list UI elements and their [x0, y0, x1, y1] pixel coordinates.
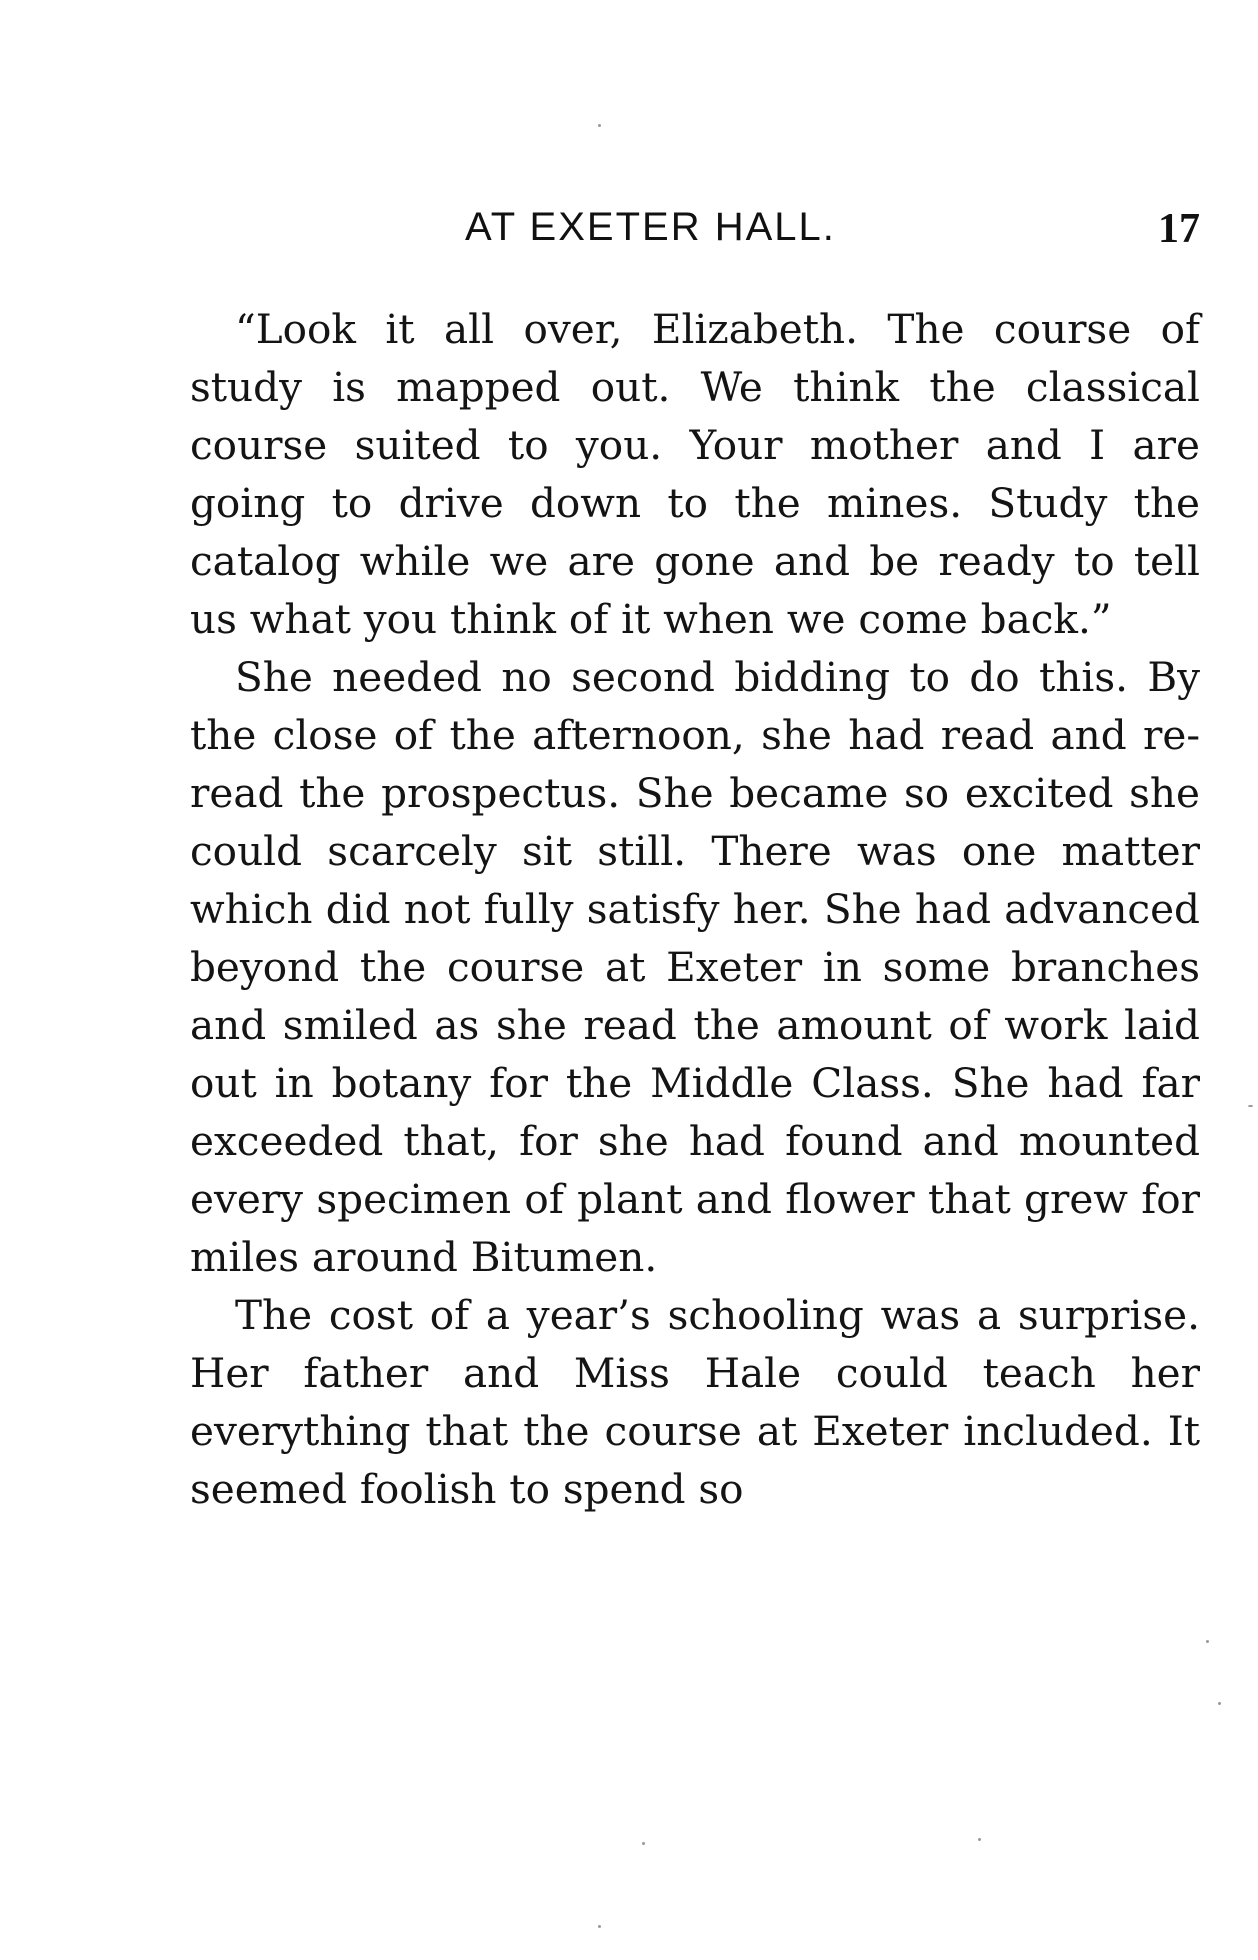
paper-speck — [598, 124, 601, 127]
paper-speck — [1248, 1105, 1253, 1107]
paper-speck — [642, 1842, 645, 1845]
paragraph: “Look it all over, Elizabeth. The course of study is mapped out. We think the classical course suited to you. Your mother and I are going to drive down to the mines. Study the catalog while we are gone and be ready to tell us what you think of it when we come back.” — [190, 305, 1200, 643]
paper-speck — [1218, 1702, 1221, 1705]
page-number: 17 — [1158, 206, 1200, 252]
running-head — [190, 205, 1200, 265]
paper-speck — [1206, 1640, 1209, 1643]
paragraph: The cost of a year’s schooling was a surprise. Her father and Miss Hale could teach her everything that the course at Exeter included. It seemed foolish to spend so — [190, 1291, 1200, 1513]
paper-speck — [978, 1838, 981, 1841]
body-text — [190, 300, 1200, 1518]
paper-speck — [598, 1925, 601, 1928]
paragraph: She needed no second bidding to do this. By the close of the afternoon, she had read and re-read the prospectus. She became so excited she could scarcely sit still. There was one matter which did not fully satisfy her. She had advanced beyond the course at Exeter in some branches and smiled as she read the amount of work laid out in botany for the Middle Class. She had far exceeded that, for she had found and mounted every specimen of plant and flower that grew for miles around Bitumen. — [190, 653, 1200, 1281]
running-title: AT EXETER HALL. — [465, 205, 836, 249]
